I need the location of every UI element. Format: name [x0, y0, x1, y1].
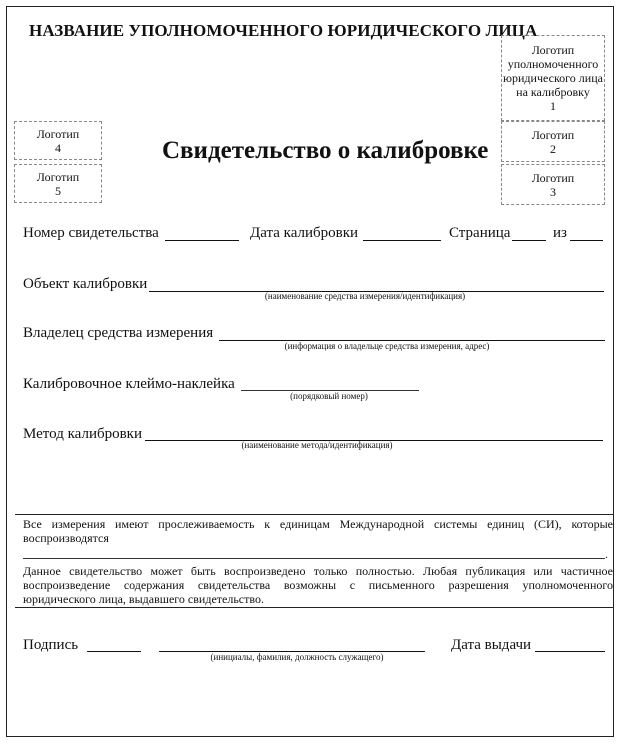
certificate-number-label: Номер свидетельства: [23, 225, 159, 241]
traceability-period: .: [605, 547, 608, 561]
traceability-statement: Все измерения имеют прослеживаемость к единицам Международной системы единиц (СИ), которые воспроизводятся: [23, 517, 613, 545]
logo-1-text: Логотип уполномоченного юридического лица на калибровку: [503, 43, 603, 99]
page-of-label: из: [553, 225, 567, 241]
page-total-field[interactable]: [570, 240, 603, 241]
signatory-caption: (инициалы, фамилия, должность служащего): [210, 652, 384, 662]
logo-3-number: 3: [550, 184, 556, 199]
calibration-object-label: Объект калибровки: [23, 276, 148, 292]
page-number-field[interactable]: [512, 240, 546, 241]
traceability-field[interactable]: [23, 558, 605, 559]
signature-label: Подпись: [23, 637, 79, 653]
calibration-date-label: Дата калибровки: [250, 225, 359, 241]
instrument-owner-label: Владелец средства измерения: [23, 325, 214, 341]
calibration-object-caption: (наименование средства измерения/идентификация): [264, 291, 466, 301]
reproduction-note: Данное свидетельство может быть воспроизведено только полностью. Любая публикация или частичное воспроизведение содержания свидетельства возможны с письменного разрешения уполномоченного юридического лица, выдавшего свидетельство.: [23, 564, 613, 606]
logo-placeholder-3: [501, 164, 605, 205]
calibration-method-caption: (наименование метода/идентификация): [241, 440, 393, 450]
logo-4-number: 4: [55, 140, 61, 155]
logo-2-text: Логотип: [531, 127, 575, 142]
calibration-sticker-caption: (порядковый номер): [290, 391, 368, 401]
logo-3-text: Логотип: [531, 170, 575, 185]
certificate-form: [6, 6, 614, 737]
organization-name: НАЗВАНИЕ УПОЛНОМОЧЕННОГО ЮРИДИЧЕСКОГО ЛИЦА: [29, 21, 538, 40]
section-divider-top: [15, 514, 613, 515]
instrument-owner-caption: (информация о владельце средства измерения, адрес): [284, 341, 490, 351]
logo-placeholder-2: [501, 121, 605, 162]
logo-placeholder-5: [14, 164, 102, 203]
page-label: Страница: [449, 225, 511, 241]
calibration-method-label: Метод калибровки: [23, 426, 142, 442]
certificate-number-field[interactable]: [165, 240, 239, 241]
document-title: Свидетельство о калибровке: [162, 137, 489, 164]
issue-date-label: Дата выдачи: [451, 637, 532, 653]
signature-field[interactable]: [87, 651, 141, 652]
logo-placeholder-1: [501, 35, 605, 121]
calibration-sticker-label: Калибровочное клеймо-наклейка: [23, 376, 235, 392]
logo-4-text: Логотип: [36, 126, 80, 141]
logo-1-number: 1: [550, 99, 556, 113]
logo-5-text: Логотип: [36, 169, 80, 184]
logo-2-number: 2: [550, 141, 556, 156]
calibration-date-field[interactable]: [363, 240, 441, 241]
logo-5-number: 5: [55, 183, 61, 198]
logo-placeholder-4: [14, 121, 102, 160]
issue-date-field[interactable]: [535, 651, 605, 652]
section-divider-bottom: [15, 607, 613, 608]
